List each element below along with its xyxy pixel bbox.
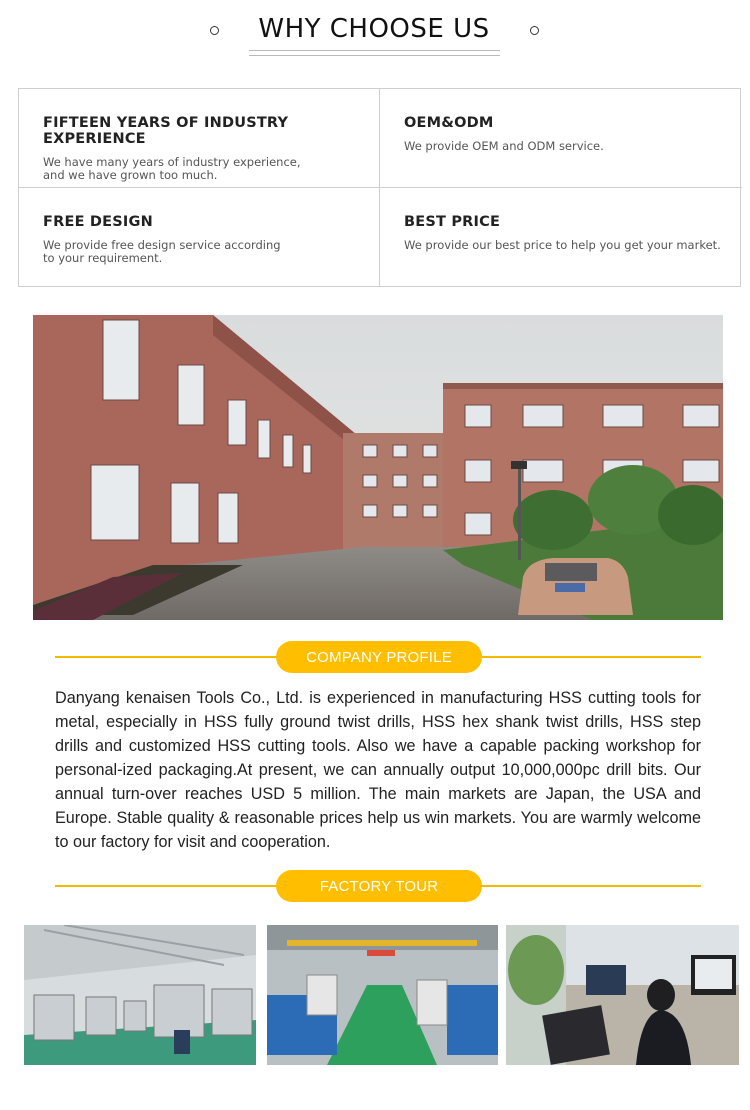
feature-title: BEST PRICE xyxy=(404,214,501,230)
feature-free-design xyxy=(19,188,380,287)
feature-description: We provide free design service according to your requirement. xyxy=(43,238,281,265)
features-grid xyxy=(18,88,741,287)
title-underline xyxy=(249,50,500,51)
feature-title: FREE DESIGN xyxy=(43,214,153,230)
company-profile-text: Danyang kenaisen Tools Co., Ltd. is experienced in manufacturing HSS cutting tools for metal, especially in HSS fully ground twist drills, HSS hex shank twist drills, HSS step drills and customized HSS cutting tools. Also we have a capable packing workshop for personal-ized packaging.At present, we can annually output 10,000,000pc drill bits. Our annual turn-over reaches USD 5 million. The main markets are Japan, the USA and Europe. Stable quality & reasonable prices help us win markets. You are warmly welcome to our factory for visit and cooperation. xyxy=(55,689,701,851)
feature-title: FIFTEEN YEARS OF INDUSTRY EXPERIENCE xyxy=(43,115,289,147)
factory-tour-header xyxy=(55,870,701,902)
feature-description: We have many years of industry experience, and we have grown too much. xyxy=(43,155,301,182)
factory-tour-photo-workshop xyxy=(24,925,256,1065)
company-profile-header xyxy=(55,641,701,673)
title-underline xyxy=(249,55,500,56)
section-title: COMPANY PROFILE xyxy=(276,641,482,673)
page-title: WHY CHOOSE US xyxy=(258,14,490,44)
circle-ornament-icon xyxy=(210,26,219,35)
circle-ornament-icon xyxy=(530,26,539,35)
feature-best-price xyxy=(380,188,742,287)
feature-oem-odm xyxy=(380,89,742,188)
factory-tour-photo-office xyxy=(506,925,739,1065)
section-title: FACTORY TOUR xyxy=(276,870,482,902)
feature-title: OEM&ODM xyxy=(404,115,494,131)
factory-tour-photo-production xyxy=(267,925,498,1065)
feature-description: We provide OEM and ODM service. xyxy=(404,139,604,153)
feature-description: We provide our best price to help you get your market. xyxy=(404,238,721,252)
factory-exterior-photo xyxy=(33,315,723,620)
why-choose-header xyxy=(0,0,750,70)
feature-experience xyxy=(19,89,380,188)
